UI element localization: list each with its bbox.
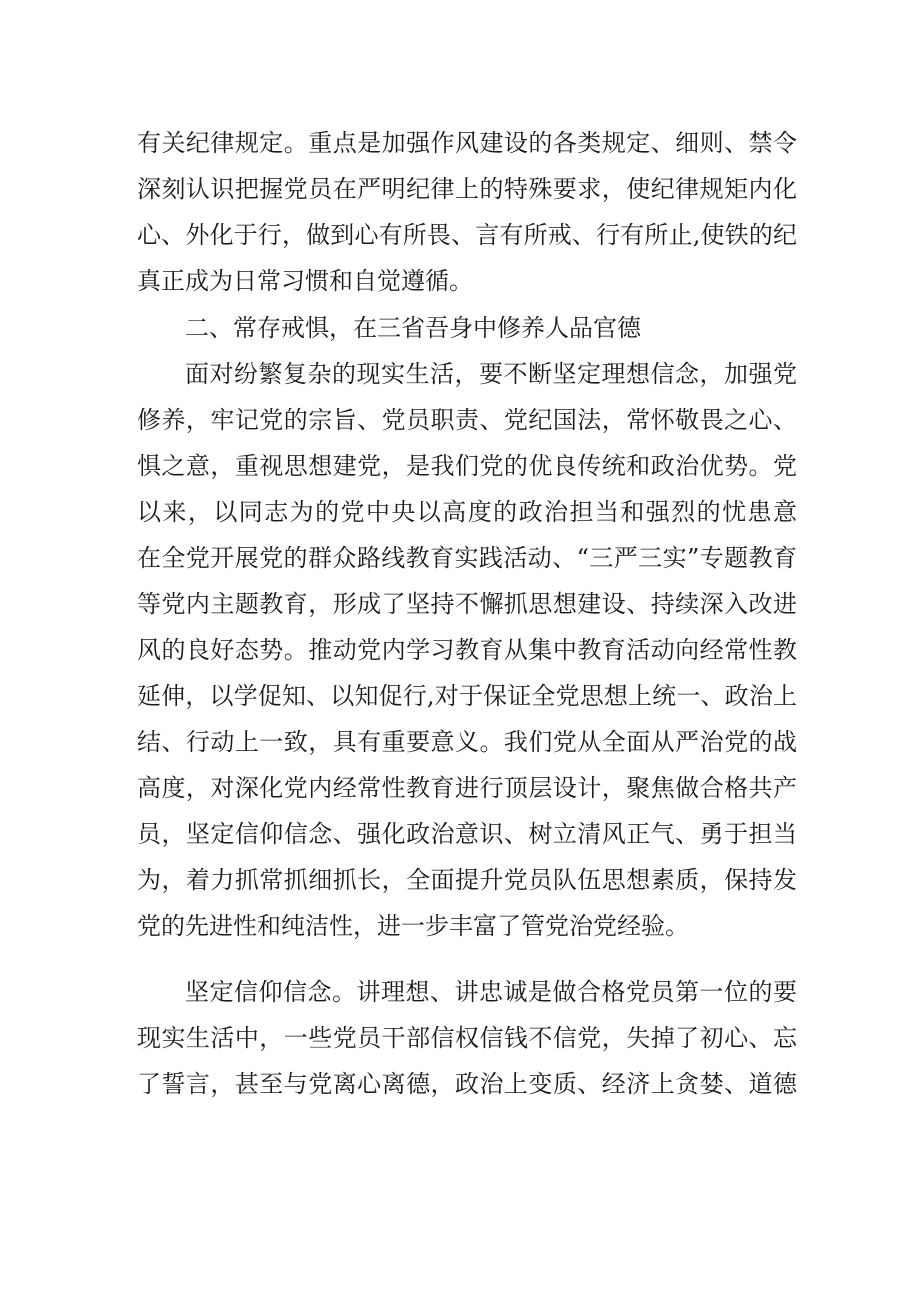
paragraph-line: 心、外化于行，做到心有所畏、言有所戒、行有所止,使铁的纪 <box>137 221 797 249</box>
paragraph-line: 高度，对深化党内经常性教育进行顶层设计，聚焦做合格共产 <box>137 774 797 802</box>
paragraph-line: 惧之意，重视思想建党，是我们党的优良传统和政治优势。党 <box>137 452 797 480</box>
section-heading-text: 二、常存戒惧，在三省吾身中修养人品官德 <box>185 314 641 342</box>
paragraph-line: 现实生活中，一些党员干部信权信钱不信党，失掉了初心、忘 <box>137 1024 797 1052</box>
paragraph-line: 坚定信仰信念。讲理想、讲忠诚是做合格党员第一位的要 <box>185 978 797 1006</box>
paragraph-line: 延伸，以学促知、以知促行,对于保证全党思想上统一、政治上 <box>137 682 797 710</box>
paragraph-line: 在全党开展党的群众路线教育实践活动、“三严三实”专题教育 <box>137 544 797 572</box>
paragraph-line: 党的先进性和纯洁性，进一步丰富了管党治党经验。 <box>137 912 689 940</box>
paragraph-faith <box>137 969 797 1107</box>
paragraph-line: 以来，以同志为的党中央以高度的政治担当和强烈的忧患意 <box>137 498 797 526</box>
paragraph-line: 深刻认识把握党员在严明纪律上的特殊要求，使纪律规矩内化 <box>137 175 797 203</box>
section-heading <box>137 305 797 351</box>
paragraph-line: 真正成为日常习惯和自觉遵循。 <box>137 267 473 295</box>
paragraph-line: 了誓言，甚至与党离心离德，政治上变质、经济上贪婪、道德 <box>137 1070 797 1098</box>
paragraph-line: 修养，牢记党的宗旨、党员职责、党纪国法，常怀敬畏之心、 <box>137 406 797 434</box>
paragraph-line: 面对纷繁复杂的现实生活，要不断坚定理想信念，加强党 <box>185 360 797 388</box>
paragraph-line: 为，着力抓常抓细抓长，全面提升党员队伍思想素质，保持发 <box>137 866 797 894</box>
paragraph-line: 结、行动上一致，具有重要意义。我们党从全面从严治党的战 <box>137 728 797 756</box>
paragraph-discipline <box>137 120 797 304</box>
paragraph-line: 风的良好态势。推动党内学习教育从集中教育活动向经常性教 <box>137 636 797 664</box>
paragraph-line: 有关纪律规定。重点是加强作风建设的各类规定、细则、禁令 <box>137 129 797 157</box>
paragraph-line: 等党内主题教育，形成了坚持不懈抓思想建设、持续深入改进 <box>137 590 797 618</box>
paragraph-line: 员，坚定信仰信念、强化政治意识、树立清风正气、勇于担当 <box>137 820 797 848</box>
paragraph-self-cultivation <box>137 351 797 949</box>
